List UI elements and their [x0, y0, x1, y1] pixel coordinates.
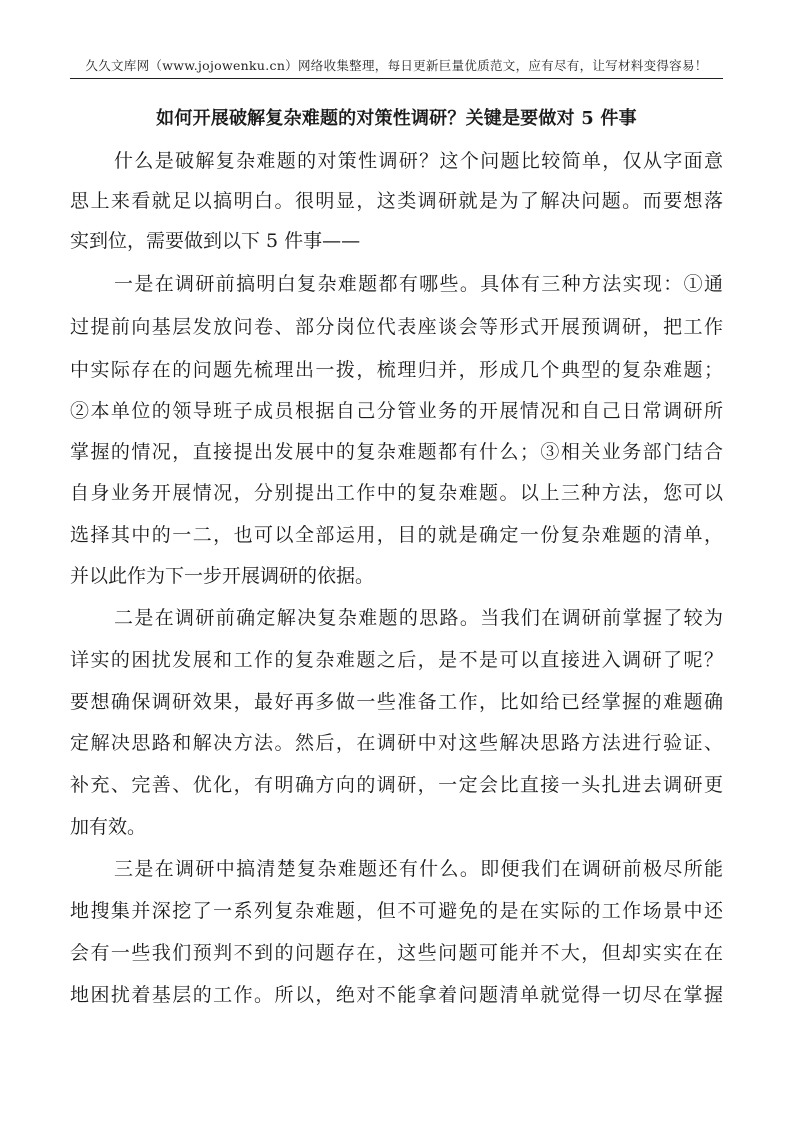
text-line: 加有效。: [70, 816, 147, 838]
text-line: 要想确保调研效果，最好再多做一些准备工作，比如给已经掌握的难题确: [70, 691, 723, 713]
header-rule: [70, 78, 723, 79]
text-line: 实到位，需要做到以下 5 件事——: [70, 230, 361, 252]
text-line: 过提前向基层发放问卷、部分岗位代表座谈会等形式开展预调研，把工作: [70, 316, 723, 338]
text-line: 什么是破解复杂难题的对策性调研？这个问题比较简单，仅从字面意: [114, 150, 723, 172]
text-line: 中实际存在的问题先梳理出一拨，梳理归并，形成几个典型的复杂难题；: [70, 359, 723, 381]
page-header: 久久文库网（www.jojowenku.cn）网络收集整理，每日更新巨量优质范文，应有尽有，让写材料变得容易！: [85, 58, 708, 73]
text-line: 详实的困扰发展和工作的复杂难题之后，是不是可以直接进入调研了呢？: [70, 649, 723, 671]
text-line: 选择其中的一二，也可以全部运用，目的就是确定一份复杂难题的清单，: [70, 524, 723, 546]
text-line: 补充、完善、优化，有明确方向的调研，一定会比直接一头扎进去调研更: [70, 774, 723, 796]
text-line: 一是在调研前搞明白复杂难题都有哪些。具体有三种方法实现：①通: [114, 273, 723, 295]
text-line: 自身业务开展情况，分别提出工作中的复杂难题。以上三种方法，您可以: [70, 482, 723, 504]
document-title: 如何开展破解复杂难题的对策性调研？关键是要做对 5 件事: [156, 108, 637, 129]
text-line: 会有一些我们预判不到的问题存在，这些问题可能并不大，但却实实在在: [70, 942, 723, 964]
text-line: 地搜集并深挖了一系列复杂难题，但不可避免的是在实际的工作场景中还: [70, 900, 723, 922]
text-line: 定解决思路和解决方法。然后，在调研中对这些解决思路方法进行验证、: [70, 732, 723, 754]
text-line: 思上来看就足以搞明白。很明显，这类调研就是为了解决问题。而要想落: [70, 190, 723, 212]
text-line: 三是在调研中搞清楚复杂难题还有什么。即便我们在调研前极尽所能: [114, 858, 723, 880]
text-line: ②本单位的领导班子成员根据自己分管业务的开展情况和自己日常调研所: [70, 400, 723, 422]
text-line: 掌握的情况，直接提出发展中的复杂难题都有什么；③相关业务部门结合: [70, 441, 723, 463]
text-line: 地困扰着基层的工作。所以，绝对不能拿着问题清单就觉得一切尽在掌握: [70, 984, 723, 1006]
text-line: 并以此作为下一步开展调研的依据。: [70, 565, 375, 587]
text-line: 二是在调研前确定解决复杂难题的思路。当我们在调研前掌握了较为: [114, 607, 723, 629]
